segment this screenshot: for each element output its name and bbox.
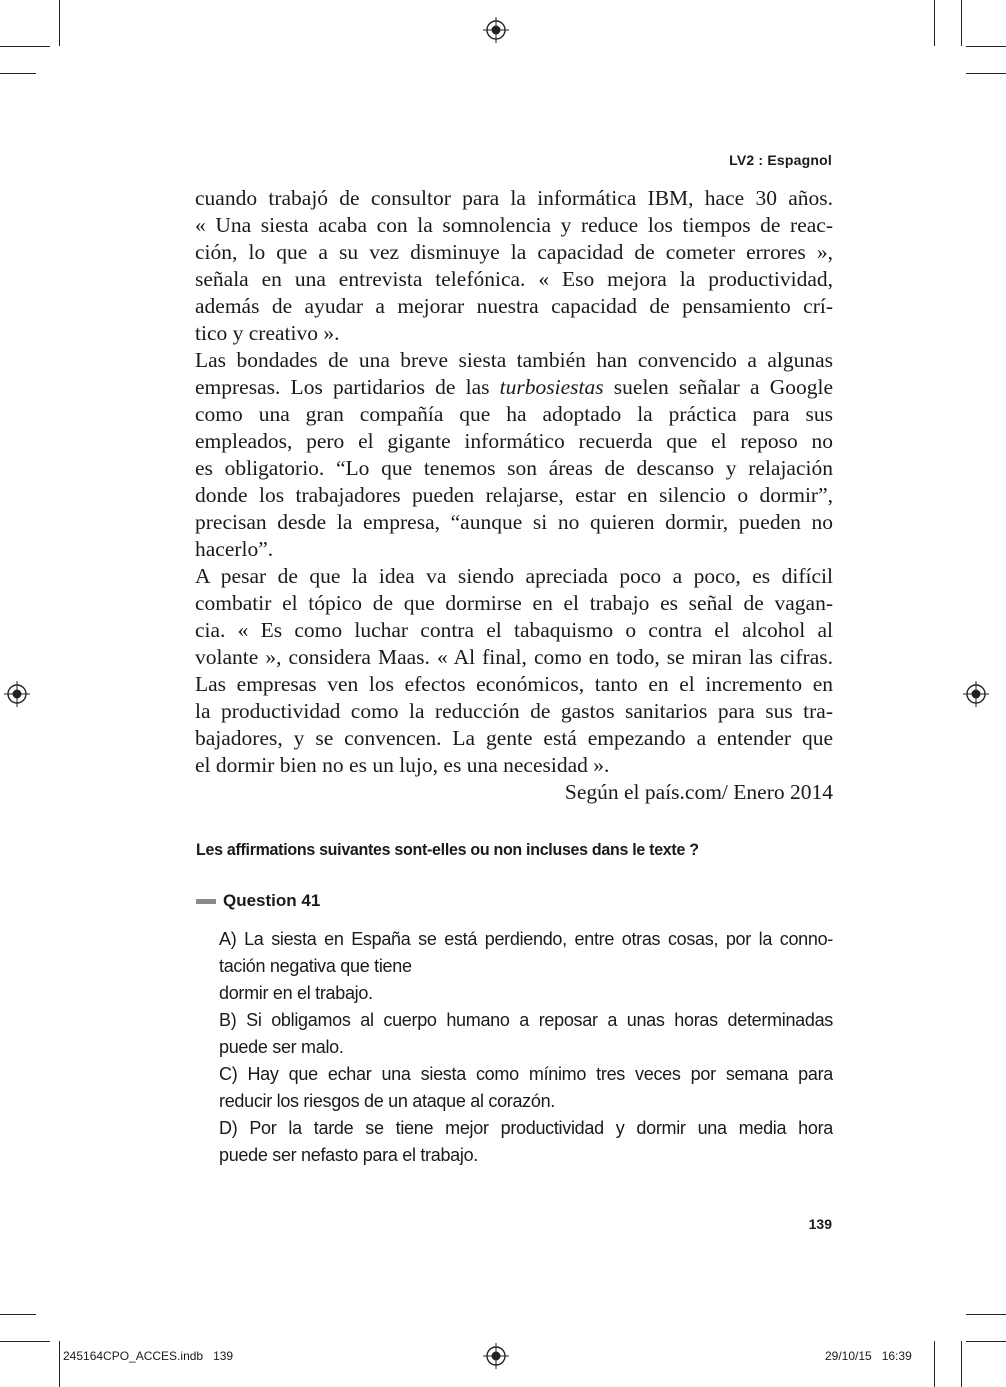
option-line: puede ser nefasto para el trabajo. bbox=[219, 1145, 478, 1165]
question-title: Question 41 bbox=[223, 891, 321, 910]
crop-mark bbox=[0, 1314, 36, 1315]
option-line: D) Por la tarde se tiene mejor productividad y dormir una media hora bbox=[219, 1118, 833, 1138]
option-line: dormir en el trabajo. bbox=[219, 983, 373, 1003]
option-line: tación negativa que tiene bbox=[219, 956, 412, 976]
crop-mark bbox=[966, 1341, 1006, 1342]
crop-mark bbox=[59, 1341, 60, 1387]
text-line: precisan desde la empresa, “aunque si no quieren dormir, pueden no bbox=[195, 510, 833, 534]
text-line: « Una siesta acaba con la somnolencia y reduce los tiempos de reac- bbox=[195, 213, 833, 237]
registration-mark-icon bbox=[483, 17, 509, 43]
text-line: la productividad como la reducción de gastos sanitarios para sus tra- bbox=[195, 699, 833, 723]
registration-mark-icon bbox=[4, 681, 30, 707]
text-line: Las empresas ven los efectos económicos, tanto en el incremento en bbox=[195, 672, 833, 696]
crop-mark bbox=[934, 1341, 935, 1387]
crop-mark bbox=[0, 46, 50, 47]
option-line: C) Hay que echar una siesta como mínimo tres veces por semana para bbox=[219, 1064, 833, 1084]
registration-mark-icon bbox=[963, 681, 989, 707]
page-number: 139 bbox=[808, 1216, 832, 1232]
option-line: B) Si obligamos al cuerpo humano a reposar a unas horas determinadas bbox=[219, 1010, 833, 1030]
running-header: LV2 : Espagnol bbox=[729, 152, 832, 168]
option-line: A) La siesta en España se está perdiendo, entre otras cosas, por la conno- bbox=[219, 929, 833, 949]
crop-mark bbox=[0, 1341, 50, 1342]
option-line: reducir los riesgos de un ataque al corazón. bbox=[219, 1091, 556, 1111]
text-line: bajadores, y se convencen. La gente está empezando a entender que bbox=[195, 726, 833, 750]
text-line: ción, lo que a su vez disminuye la capacidad de cometer errores », bbox=[195, 240, 833, 264]
text-fragment: suelen señalar a Google bbox=[603, 375, 833, 399]
option-line: puede ser malo. bbox=[219, 1037, 344, 1057]
registration-mark-icon bbox=[483, 1343, 509, 1369]
slug-file: 245164CPO_ACCES.indb 139 bbox=[63, 1349, 234, 1363]
text-line: combatir el tópico de que dormirse en el trabajo es señal de vagan- bbox=[195, 591, 833, 615]
text-line: donde los trabajadores pueden relajarse, estar en silencio o dormir”, bbox=[195, 483, 833, 507]
text-line: cia. « Es como luchar contra el tabaquismo o contra el alcohol al bbox=[195, 618, 833, 642]
article-text bbox=[195, 185, 833, 806]
text-line: volante », considera Maas. « Al final, como en todo, se miran las cifras. bbox=[195, 645, 833, 669]
crop-mark bbox=[934, 0, 935, 46]
text-line: el dormir bien no es un lujo, es una necesidad ». bbox=[195, 753, 610, 777]
slug-datetime: 29/10/15 16:39 bbox=[825, 1349, 912, 1363]
article-source: Según el país.com/ Enero 2014 bbox=[564, 780, 833, 804]
text-line: hacerlo”. bbox=[195, 537, 274, 561]
text-fragment: empresas. Los partidarios de las bbox=[195, 375, 500, 399]
question-options bbox=[219, 926, 833, 1169]
crop-mark bbox=[966, 46, 1006, 47]
text-line: tico y creativo ». bbox=[195, 321, 340, 345]
text-line: cuando trabajó de consultor para la informática IBM, hace 30 años. bbox=[195, 186, 833, 210]
italic-term: turbosiestas bbox=[499, 375, 604, 399]
crop-mark bbox=[961, 0, 962, 46]
text-line: A pesar de que la idea va siendo apreciada poco a poco, es difícil bbox=[195, 564, 833, 588]
crop-mark bbox=[966, 1314, 1006, 1315]
question-bar-icon bbox=[196, 899, 216, 904]
text-line: como una gran compañía que ha adoptado la práctica para sus bbox=[195, 402, 833, 426]
text-line: señala en una entrevista telefónica. « Eso mejora la productividad, bbox=[195, 267, 833, 291]
text-line bbox=[195, 374, 833, 401]
question-heading bbox=[196, 891, 320, 911]
crop-mark bbox=[0, 73, 36, 74]
crop-mark bbox=[966, 73, 1006, 74]
exercise-instruction: Les affirmations suivantes sont-elles ou non incluses dans le texte ? bbox=[196, 840, 699, 859]
text-line: además de ayudar a mejorar nuestra capacidad de pensamiento crí- bbox=[195, 294, 833, 318]
text-line: Las bondades de una breve siesta también han convencido a algunas bbox=[195, 348, 833, 372]
crop-mark bbox=[59, 0, 60, 46]
text-line: empleados, pero el gigante informático recuerda que el reposo no bbox=[195, 429, 833, 453]
text-line: es obligatorio. “Lo que tenemos son áreas de descanso y relajación bbox=[195, 456, 833, 480]
crop-mark bbox=[961, 1341, 962, 1387]
